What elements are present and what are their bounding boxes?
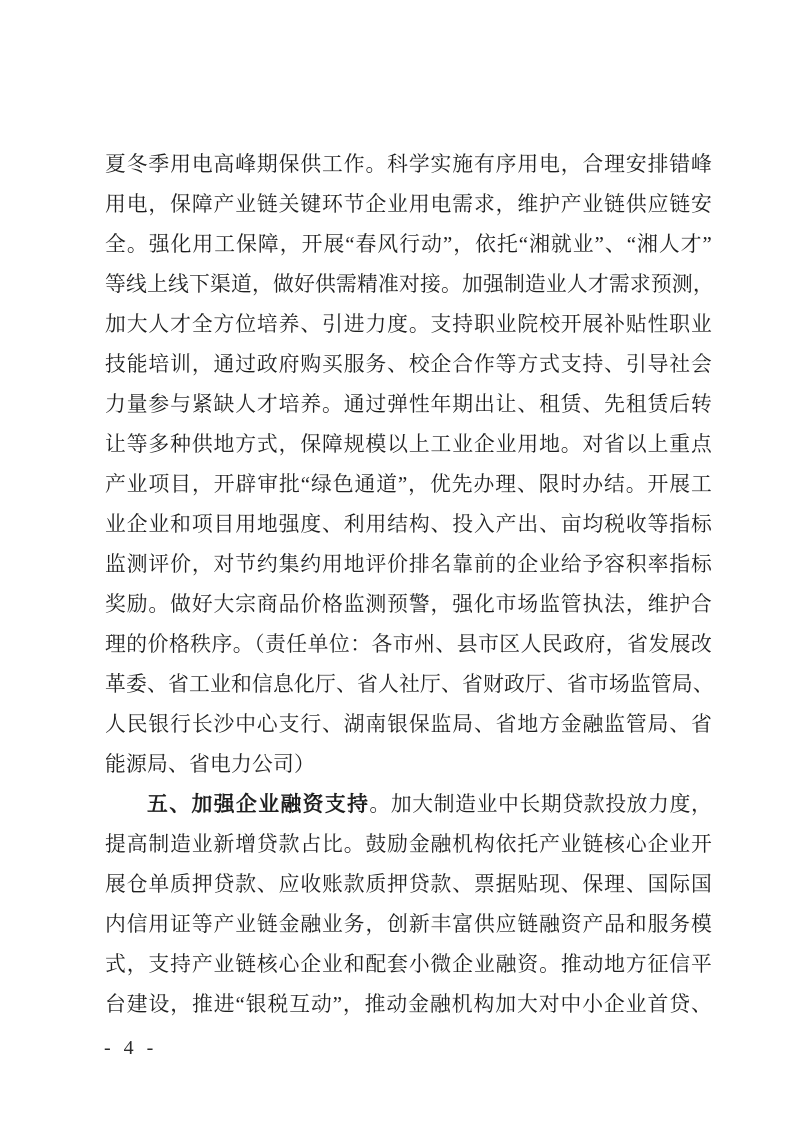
section-heading: 五、加强企业融资支持 bbox=[147, 793, 370, 816]
text-line: 提高制造业新增贷款占比。鼓励金融机构依托产业链核心企业开 bbox=[105, 833, 712, 856]
section-heading-rest: 。加大制造业中长期贷款投放力度， bbox=[369, 793, 713, 816]
text-line: 奖励。做好大宗商品价格监测预警，强化市场监管执法，维护合 bbox=[105, 593, 712, 616]
text-line: 业企业和项目用地强度、利用结构、投入产出、亩均税收等指标 bbox=[105, 513, 712, 536]
text-line: 让等多种供地方式，保障规模以上工业企业用地。对省以上重点 bbox=[105, 433, 712, 456]
text-line: 技能培训，通过政府购买服务、校企合作等方式支持、引导社会 bbox=[105, 353, 712, 376]
text-line: 人民银行长沙中心支行、湖南银保监局、省地方金融监管局、省 bbox=[105, 713, 712, 736]
text-line: 能源局、省电力公司） bbox=[105, 753, 315, 776]
text-line: 加大人才全方位培养、引进力度。支持职业院校开展补贴性职业 bbox=[105, 313, 712, 336]
text-line: 式，支持产业链核心企业和配套小微企业融资。推动地方征信平 bbox=[105, 953, 712, 976]
text-line: 展仓单质押贷款、应收账款质押贷款、票据贴现、保理、国际国 bbox=[105, 873, 712, 896]
text-line: 革委、省工业和信息化厅、省人社厅、省财政厅、省市场监管局、 bbox=[105, 673, 714, 696]
section-heading-line bbox=[105, 785, 712, 825]
paragraph-section-five bbox=[105, 785, 712, 1025]
text-line: 理的价格秩序。（责任单位：各市州、县市区人民政府，省发展改 bbox=[105, 633, 712, 656]
text-line: 台建设，推进“银税互动”，推动金融机构加大对中小企业首贷、 bbox=[105, 993, 712, 1016]
paragraph-continuation bbox=[105, 145, 712, 785]
text-line: 等线上线下渠道，做好供需精准对接。加强制造业人才需求预测， bbox=[105, 273, 714, 296]
document-body bbox=[105, 145, 712, 1025]
text-line: 夏冬季用电高峰期保供工作。科学实施有序用电，合理安排错峰 bbox=[105, 153, 712, 176]
text-line: 内信用证等产业链金融业务，创新丰富供应链融资产品和服务模 bbox=[105, 913, 712, 936]
page-number: - 4 - bbox=[104, 1037, 158, 1059]
text-line: 力量参与紧缺人才培养。通过弹性年期出让、租赁、先租赁后转 bbox=[105, 393, 712, 416]
text-line: 产业项目，开辟审批“绿色通道”，优先办理、限时办结。开展工 bbox=[105, 473, 712, 496]
text-line: 全。强化用工保障，开展“春风行动”，依托“湘就业”、“湘人才” bbox=[105, 233, 712, 256]
text-line: 用电，保障产业链关键环节企业用电需求，维护产业链供应链安 bbox=[105, 193, 712, 216]
text-line: 监测评价，对节约集约用地评价排名靠前的企业给予容积率指标 bbox=[105, 553, 712, 576]
